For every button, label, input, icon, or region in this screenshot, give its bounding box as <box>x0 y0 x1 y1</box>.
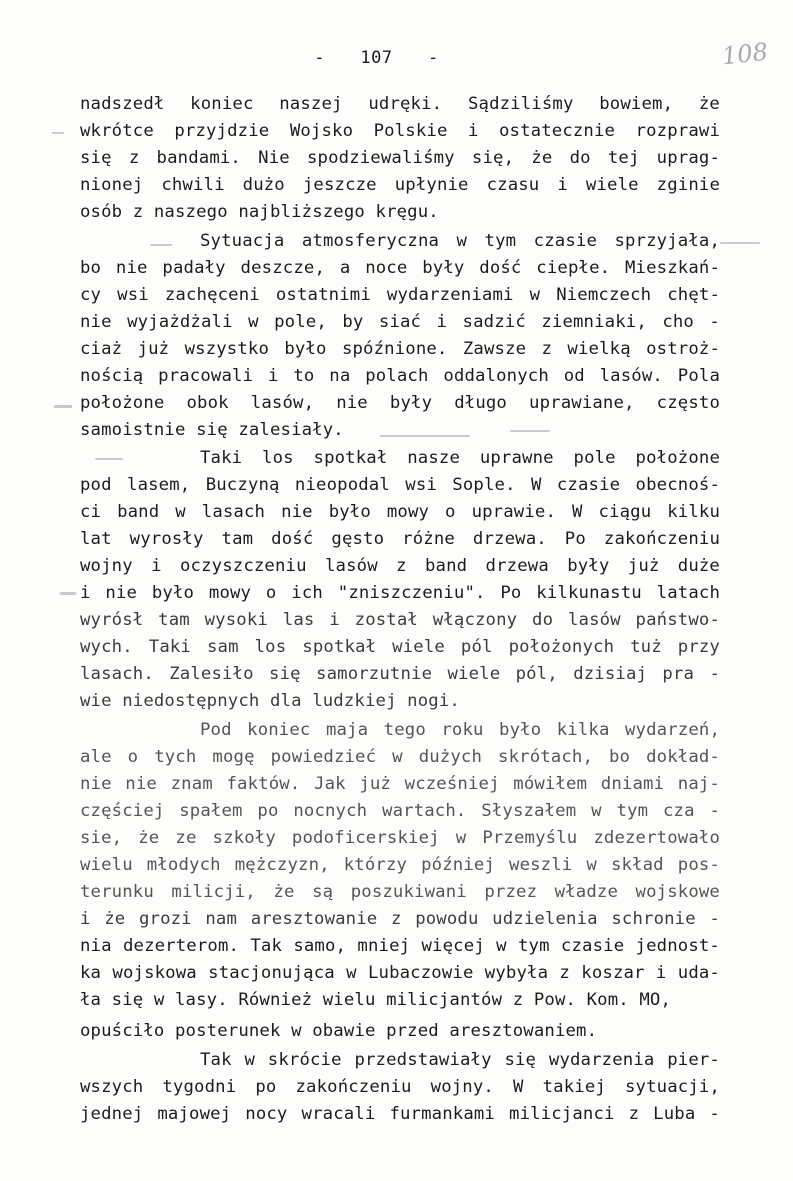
text-line: nionej chwili dużo jeszcze upłynie czasu i wiele zginie <box>80 175 720 195</box>
text-line: opuściło posterunek w obawie przed aresztowaniem. <box>80 1021 598 1041</box>
handwritten-page-number: 108 <box>720 37 770 71</box>
text-line: jednej majowej nocy wracali furmankami milicjanci z Luba - <box>80 1104 720 1124</box>
scan-artifact <box>380 435 470 437</box>
text-line: wych. Taki sam los spotkał wiele pól położonych tuż przy <box>80 637 720 657</box>
text-line: samoistnie się zalesiały. <box>80 420 344 440</box>
text-line: wojny i oczyszczeniu lasów z band drzewa były już duże <box>80 556 720 576</box>
scan-artifact <box>52 132 64 134</box>
text-line: bo nie padały deszcze, a noce były dość ciepłe. Mieszkań- <box>80 258 720 278</box>
text-line: nością pracowali i to na polach oddalonych od lasów. Pola <box>80 366 720 386</box>
text-line: terunku milicji, że są poszukiwani przez władze wojskowe <box>80 882 720 902</box>
text-line: lat wyrosły tam dość gęsto różne drzewa. Po zakończeniu <box>80 529 720 549</box>
scan-artifact <box>95 458 123 460</box>
text-line: wszych tygodni po zakończeniu wojny. W takiej sytuacji, <box>80 1077 720 1097</box>
scan-artifact <box>150 244 172 246</box>
text-line: i nie było mowy o ich "zniszczeniu". Po kilkunastu latach <box>80 583 720 603</box>
text-line: wielu młodych mężczyzn, którzy później weszli w skład pos- <box>80 855 720 875</box>
text-line: ciaż już wszystko było spóźnione. Zawsze z wielką ostroż- <box>80 339 720 359</box>
scan-artifact <box>720 242 760 244</box>
text-line: ka wojskowa stacjonująca w Lubaczowie wybyła z koszar i uda- <box>80 963 720 983</box>
text-line: Pod koniec maja tego roku było kilka wydarzeń, <box>200 720 720 740</box>
text-line: i że grozi nam aresztowanie z powodu udzielenia schronie - <box>80 909 720 929</box>
text-line: pod lasem, Buczyną nieopodal wsi Sople. W czasie obecnoś- <box>80 475 720 495</box>
text-line: ła się w lasy. Również wielu milicjantów z Pow. Kom. MO, <box>80 990 672 1010</box>
text-line: Tak w skrócie przedstawiały się wydarzenia pier- <box>200 1050 720 1070</box>
text-line: nadszedł koniec naszej udręki. Sądziliśmy bowiem, że <box>80 94 720 114</box>
text-line: wyrósł tam wysoki las i został włączony do lasów państwo- <box>80 610 720 630</box>
page-number-dash-right: - <box>427 48 439 68</box>
text-line: lasach. Zalesiło się samorzutnie wiele pól, dzisiaj pra - <box>80 664 720 684</box>
page-number-dash-left: - <box>314 48 326 68</box>
text-line: nia dezerterom. Tak samo, mniej więcej w tym czasie jednost- <box>80 936 720 956</box>
text-line: nie wyjażdżali w pole, by siać i sadzić ziemniaki, cho - <box>80 312 720 332</box>
scan-artifact <box>510 430 550 432</box>
text-line: wkrótce przyjdzie Wojsko Polskie i ostatecznie rozprawi <box>80 121 720 141</box>
text-line: Taki los spotkał nasze uprawne pole położone <box>200 448 720 468</box>
text-line: nie nie znam faktów. Jak już wcześniej mówiłem dniami naj- <box>80 774 720 794</box>
text-line: wie niedostępnych dla ludzkiej nogi. <box>80 691 460 711</box>
text-line: osób z naszego najbliższego kręgu. <box>80 202 439 222</box>
text-line: ci band w lasach nie było mowy o uprawie. W ciągu kilku <box>80 502 720 522</box>
text-line: ale o tych mogę powiedzieć w dużych skrótach, bo dokład- <box>80 747 720 767</box>
text-line: się z bandami. Nie spodziewaliśmy się, że do tej uprag- <box>80 148 720 168</box>
text-line: położone obok lasów, nie były długo uprawiane, często <box>80 393 720 413</box>
scan-artifact <box>54 405 72 408</box>
text-line: Sytuacja atmosferyczna w tym czasie sprzyjała, <box>200 231 720 251</box>
text-line: cy wsi zachęceni ostatnimi wydarzeniami w Niemczech chęt- <box>80 285 720 305</box>
page-number: 107 <box>360 48 393 68</box>
scan-artifact <box>60 592 76 595</box>
text-line: sie, że ze szkoły podoficerskiej w Przemyślu zdezertowało <box>80 828 720 848</box>
text-line: częściej spałem po nocnych wartach. Słyszałem w tym cza - <box>80 801 720 821</box>
